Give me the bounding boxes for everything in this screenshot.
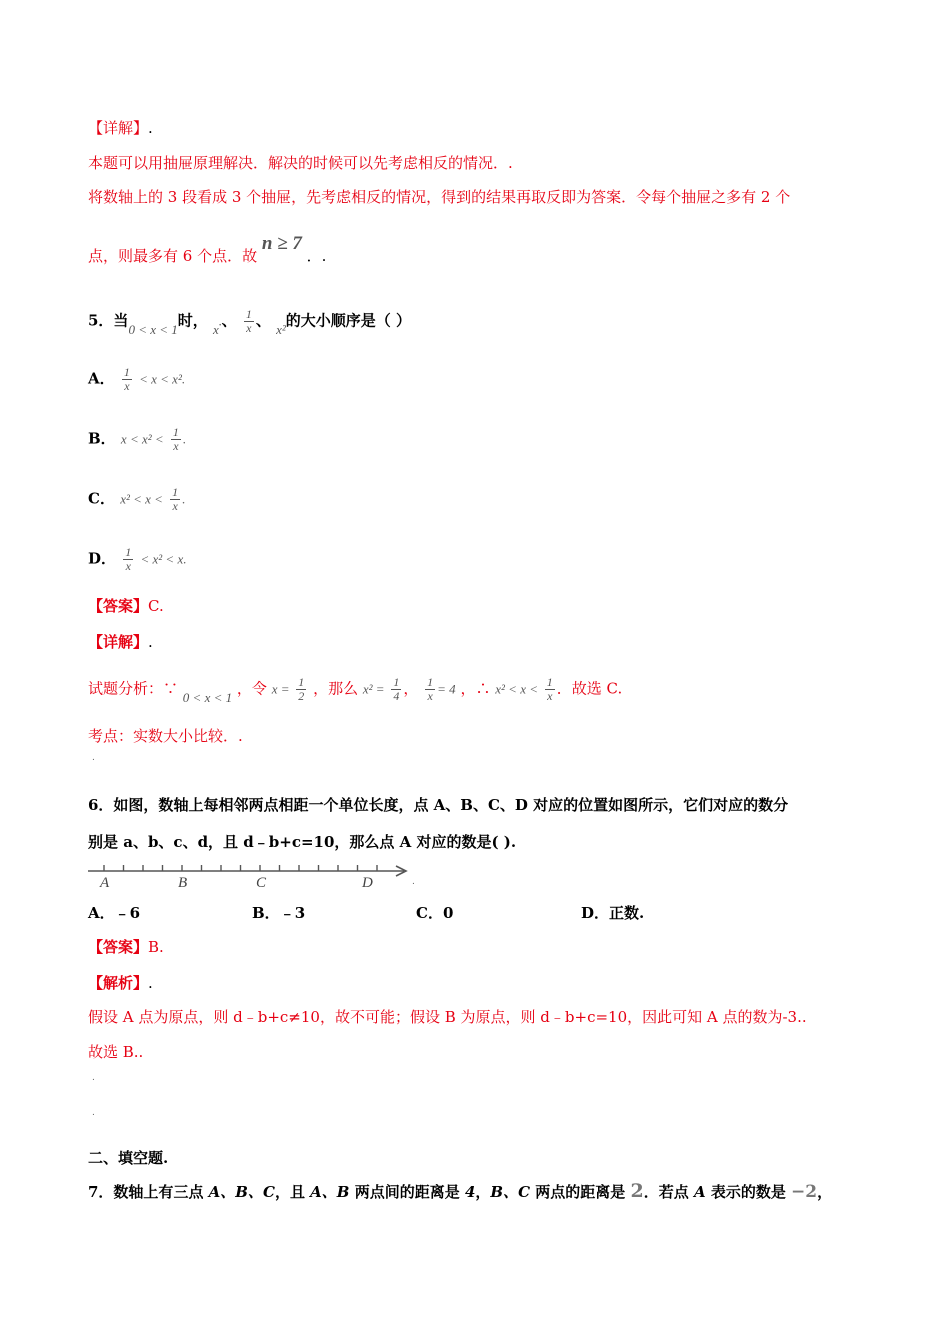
frac-one-over-x xyxy=(425,676,435,703)
frac-num: 1 xyxy=(172,485,179,499)
q7-mid4: ．若点 xyxy=(643,1183,694,1201)
q6-stem-line-1: 6．如图，数轴上每相邻两点相距一个单位长度，点 A、B、C、D 对应的位置如图所示，它们对应的数分 xyxy=(88,796,789,814)
frac-den: x xyxy=(124,379,130,393)
option-label: B． xyxy=(252,904,280,922)
frac-den: 4 xyxy=(393,689,400,703)
option-label: C． xyxy=(88,489,115,508)
detail-label: 【详解】 xyxy=(88,119,149,137)
stray-dot-3: . xyxy=(92,1108,95,1118)
q7-distance-4: 4 xyxy=(464,1183,476,1201)
option-label: D． xyxy=(581,904,610,922)
analysis-ineq: x² < x < xyxy=(495,681,538,697)
frac-den: 2 xyxy=(298,689,305,703)
option-label: A． xyxy=(88,369,115,388)
option-value: ﹣6 xyxy=(114,904,141,922)
option-label: B． xyxy=(88,429,116,448)
q5-prefix: 5．当 xyxy=(88,311,129,330)
q7-mid5: 表示的数是 xyxy=(705,1183,792,1201)
q5-suffix: 的大小顺序是（ ） xyxy=(285,311,411,330)
frac-num: 1 xyxy=(393,675,400,689)
q5-answer xyxy=(88,596,164,616)
number-line-figure xyxy=(86,856,416,890)
q5-option-b[interactable]: B． x < x² < $\frac{1}{x}$ . xyxy=(88,425,186,453)
formula-n-geq-7: n ≥ 7 xyxy=(261,233,302,254)
q7-stem xyxy=(88,1181,832,1202)
option-expr: x² < x < xyxy=(120,491,163,507)
option-frac xyxy=(122,366,132,393)
frac-one-over-x-2 xyxy=(545,676,555,703)
q7-points-bc: B、C xyxy=(490,1183,531,1201)
q7-mid2: 两点间的距离是 xyxy=(349,1183,465,1201)
q5-condition: 0 < x < 1 xyxy=(128,321,178,337)
q6-option-c[interactable] xyxy=(416,902,453,923)
q7-comma: ， xyxy=(475,1183,491,1201)
q5-x: x xyxy=(213,321,219,337)
option-expr: < x² < x xyxy=(140,551,184,567)
q6-answer xyxy=(88,937,164,957)
q7-points-ab: A、B xyxy=(310,1183,350,1201)
q6-option-d[interactable] xyxy=(581,902,644,923)
q6-analysis-heading xyxy=(88,973,153,993)
frac-num: 1 xyxy=(546,675,553,689)
detail-heading xyxy=(88,118,153,138)
option-label: D． xyxy=(88,549,117,568)
q5-sep2: 、 xyxy=(255,311,271,330)
line3-prefix: 点，则最多有 6 个点．故 xyxy=(88,247,258,265)
explanation-line-2: 将数轴上的 3 段看成 3 个抽屉，先考虑相反的情况，得到的结果再取反即为答案．令每个抽屉之多有 2 个 xyxy=(88,188,791,206)
detail-suffix: . xyxy=(148,633,153,651)
stray-dot: . xyxy=(92,753,95,763)
answer-label: 【答案】 xyxy=(88,597,149,615)
comma: ， xyxy=(403,679,419,698)
frac-den: x xyxy=(173,439,179,453)
detail-suffix: . xyxy=(148,119,153,137)
q5-point: 考点：实数大小比较．. xyxy=(88,727,243,745)
analysis-label: 【解析】 xyxy=(88,974,149,992)
option-label: A． xyxy=(88,904,115,922)
section-title: 二、填空题. xyxy=(88,1149,169,1167)
frac-den: x xyxy=(172,499,178,513)
figure-dot: . xyxy=(412,877,415,887)
analysis-then: ，那么 xyxy=(313,679,359,698)
analysis-x2eq: x² = xyxy=(362,681,385,697)
frac-num: 1 xyxy=(427,675,434,689)
stray-dot-2: . xyxy=(92,1073,95,1083)
answer-value: C. xyxy=(148,597,164,615)
frac-num: 1 xyxy=(298,675,305,689)
analysis-xeq: x = xyxy=(271,681,290,697)
answer-value: B. xyxy=(148,938,164,956)
q7-prefix: 7．数轴上有三点 xyxy=(88,1183,209,1201)
frac-quarter xyxy=(391,676,401,703)
option-expr: x < x² < xyxy=(120,431,164,447)
q6-analysis-line-2: 故选 B.. xyxy=(88,1043,144,1061)
q5-sep: 、 xyxy=(221,311,237,330)
number-line-ticks xyxy=(104,865,377,871)
q6-option-b[interactable] xyxy=(252,902,305,923)
analysis-final: ．故选 C. xyxy=(556,679,623,698)
explanation-line-3 xyxy=(88,233,327,266)
option-expr: < x < x² xyxy=(139,371,182,387)
q5-detail-heading xyxy=(88,632,153,652)
frac-den: x xyxy=(246,321,252,335)
analysis-prefix: 试题分析：∵ xyxy=(88,679,179,698)
q5-option-d[interactable]: D． $\frac{1}{x}$ < x² < x. xyxy=(88,545,187,573)
axis-label-d: D xyxy=(362,875,373,890)
frac-num: 1 xyxy=(125,545,132,559)
analysis-suffix: . xyxy=(148,974,153,992)
axis-label-b: B xyxy=(178,875,188,890)
q7-mid3: 两点的距离是 xyxy=(530,1183,631,1201)
detail-label: 【详解】 xyxy=(88,633,149,651)
option-value: ﹣3 xyxy=(279,904,306,922)
q7-distance-2: 2 xyxy=(630,1180,644,1202)
option-label: C． xyxy=(416,904,443,922)
option-frac xyxy=(171,426,181,453)
axis-label-c: C xyxy=(256,875,267,890)
frac-num: 1 xyxy=(172,425,179,439)
q5-stem: 5．当0 < x < 1时， x.、 $\frac{1}{x}$ 、 x²的大小顺序是（ ） xyxy=(88,307,411,337)
q5-x2: x² xyxy=(276,321,286,337)
analysis-therefore: ，∴ xyxy=(460,679,491,698)
frac-den: x xyxy=(547,689,553,703)
option-value: 0 xyxy=(442,904,454,922)
frac-num: 1 xyxy=(123,365,130,379)
q5-analysis xyxy=(88,676,622,703)
option-frac xyxy=(123,546,133,573)
q7-points-abc: A、B、C xyxy=(208,1183,275,1201)
q7-mid1: ，且 xyxy=(274,1183,311,1201)
frac-half xyxy=(296,676,306,703)
q7-point-a: A xyxy=(693,1183,706,1201)
frac-den: x xyxy=(427,689,433,703)
option-frac xyxy=(170,486,180,513)
line3-suffix: ．. xyxy=(306,247,327,265)
analysis-let: ，令 xyxy=(236,679,267,698)
q5-option-c[interactable]: C． x² < x < $\frac{1}{x}$ . xyxy=(88,485,185,513)
analysis-condition: 0 < x < 1 xyxy=(182,689,233,705)
q6-analysis-line-1: 假设 A 点为原点，则 d﹣b+c≠10，故不可能；假设 B 为原点，则 d﹣b+c=10，因此可知 A 点的数为-3.. xyxy=(88,1008,807,1026)
q6-stem-line-2: 别是 a、b、c、d，且 d﹣b+c=10，那么点 A 对应的数是( ). xyxy=(88,833,517,851)
q7-end: ， xyxy=(817,1183,833,1201)
analysis-eq4: = 4 xyxy=(437,681,456,697)
q5-option-a[interactable]: A． $\frac{1}{x}$ < x < x². xyxy=(88,365,185,393)
frac-num: 1 xyxy=(245,307,252,321)
q7-value-neg2: −2 xyxy=(791,1182,818,1202)
q5-frac xyxy=(244,308,254,335)
axis-label-a: A xyxy=(100,875,110,890)
answer-label: 【答案】 xyxy=(88,938,149,956)
explanation-line-1: 本题可以用抽屉原理解决．解决的时候可以先考虑相反的情况．. xyxy=(88,154,513,172)
q5-mid: 时， xyxy=(177,311,208,330)
option-value: 正数. xyxy=(609,904,645,922)
q6-option-a[interactable] xyxy=(88,902,140,923)
frac-den: x xyxy=(125,559,131,573)
